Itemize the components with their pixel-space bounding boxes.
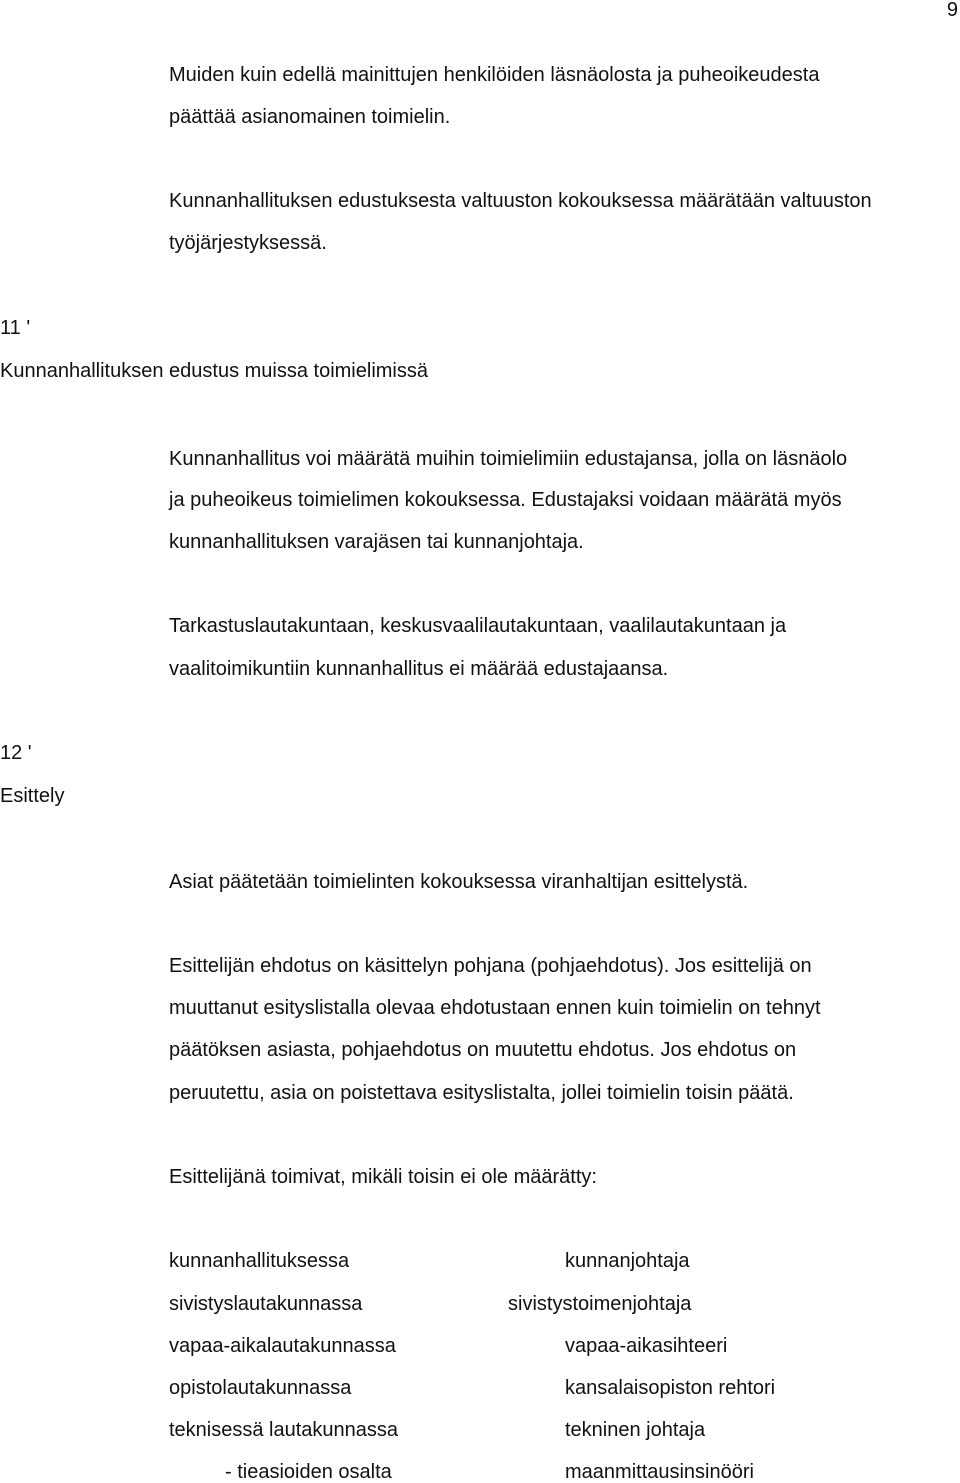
text-line: päätöksen asiasta, pohjaehdotus on muutettu ehdotus. Jos ehdotus on xyxy=(169,1039,797,1061)
section-title: Kunnanhallituksen edustus muissa toimielimissä xyxy=(0,360,428,382)
text-line: kunnanhallituksen varajäsen tai kunnanjohtaja. xyxy=(169,531,584,553)
text-line: Tarkastuslautakuntaan, keskusvaalilautakuntaan, vaalilautakuntaan ja xyxy=(169,615,787,637)
text-line: Kunnanhallitus voi määrätä muihin toimielimiin edustajansa, jolla on läsnäolo xyxy=(169,448,848,470)
presenter-name: tekninen johtaja xyxy=(565,1419,706,1441)
body-name: sivistyslautakunnassa xyxy=(169,1293,363,1315)
text-line: Muiden kuin edellä mainittujen henkilöiden läsnäolosta ja puheoikeudesta xyxy=(169,64,820,86)
text-line: Esittelijän ehdotus on käsittelyn pohjana (pohjaehdotus). Jos esittelijä on xyxy=(169,955,812,977)
text-line: Kunnanhallituksen edustuksesta valtuuston kokouksessa määrätään valtuuston xyxy=(169,190,872,212)
section-number: 11 ' xyxy=(0,317,31,339)
presenter-name: kunnanjohtaja xyxy=(565,1250,690,1272)
body-name: vapaa-aikalautakunnassa xyxy=(169,1335,396,1357)
text-line: ja puheoikeus toimielimen kokouksessa. Edustajaksi voidaan määrätä myös xyxy=(169,489,842,511)
section-number: 12 ' xyxy=(0,742,32,764)
presenter-name: sivistystoimenjohtaja xyxy=(508,1293,692,1315)
presenter-name: vapaa-aikasihteeri xyxy=(565,1335,728,1357)
text-line: muuttanut esityslistalla olevaa ehdotustaan ennen kuin toimielin on tehnyt xyxy=(169,997,821,1019)
presenter-name: maanmittausinsinööri xyxy=(565,1461,754,1483)
body-name: kunnanhallituksessa xyxy=(169,1250,350,1272)
body-name: opistolautakunnassa xyxy=(169,1377,352,1399)
body-name: - tieasioiden osalta xyxy=(225,1461,392,1483)
page-number: 9 xyxy=(946,0,958,21)
text-line: päättää asianomainen toimielin. xyxy=(169,106,451,128)
text-line: peruutettu, asia on poistettava esityslistalta, jollei toimielin toisin päätä. xyxy=(169,1082,794,1104)
section-title: Esittely xyxy=(0,785,65,807)
text-line: Asiat päätetään toimielinten kokouksessa viranhaltijan esittelystä. xyxy=(169,871,749,893)
body-name: teknisessä lautakunnassa xyxy=(169,1419,399,1441)
presenter-name: kansalaisopiston rehtori xyxy=(565,1377,776,1399)
text-line: vaalitoimikuntiin kunnanhallitus ei määrää edustajaansa. xyxy=(169,658,669,680)
text-line: Esittelijänä toimivat, mikäli toisin ei ole määrätty: xyxy=(169,1166,597,1188)
text-line: työjärjestyksessä. xyxy=(169,232,327,254)
